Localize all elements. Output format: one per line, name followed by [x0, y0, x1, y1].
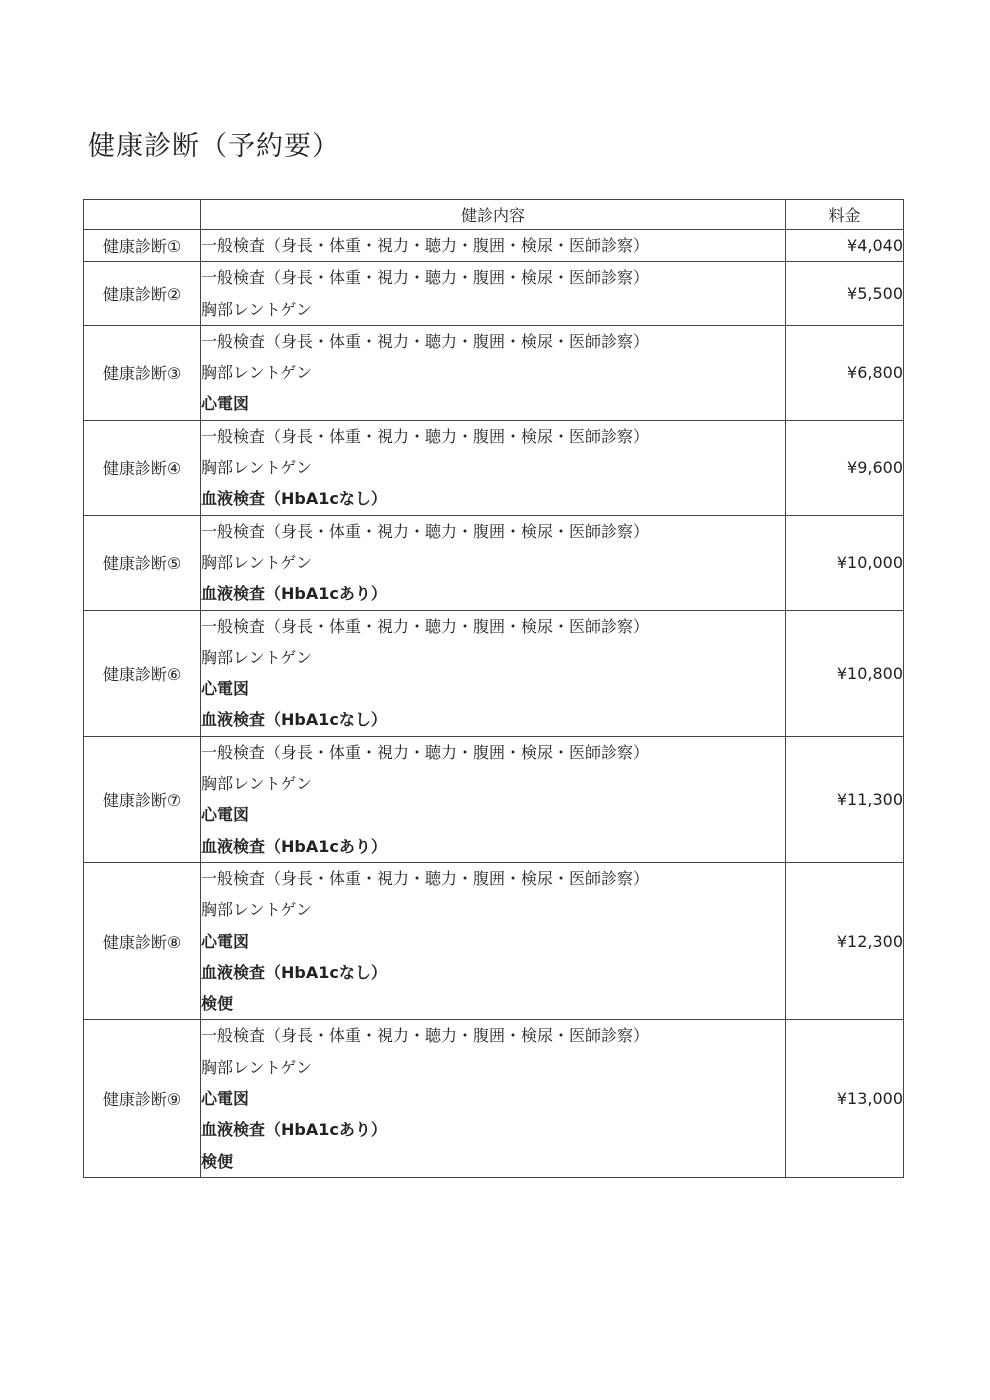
exam-item: 心電図 [201, 679, 250, 699]
course-fee-cell: ¥4,040 [786, 230, 904, 262]
course-content-cell [201, 736, 786, 862]
course-fee-cell: ¥12,300 [786, 862, 904, 1019]
exam-item: 心電図 [201, 394, 250, 414]
exam-item: 一般検査（身長・体重・視力・聴力・腹囲・検尿・医師診察） [201, 868, 650, 888]
exam-item: 胸部レントゲン [201, 458, 312, 478]
table-row [84, 325, 904, 420]
course-fee-cell: ¥10,000 [786, 515, 904, 610]
course-name-cell: 健康診断⑤ [84, 515, 201, 610]
course-content-cell [201, 262, 786, 326]
header-row [84, 200, 904, 230]
exam-item: 検便 [201, 1151, 234, 1171]
course-content-cell [201, 862, 786, 1019]
course-content-cell [201, 515, 786, 610]
table-row [84, 420, 904, 515]
course-fee-cell: ¥11,300 [786, 736, 904, 862]
course-name-cell: 健康診断⑥ [84, 610, 201, 736]
table-row [84, 1020, 904, 1177]
exam-item: 一般検査（身長・体重・視力・聴力・腹囲・検尿・医師診察） [201, 1026, 650, 1046]
table-body [84, 230, 904, 1178]
table-row [84, 610, 904, 736]
course-content-cell [201, 420, 786, 515]
exam-item: 一般検査（身長・体重・視力・聴力・腹囲・検尿・医師診察） [201, 742, 650, 762]
exam-item: 一般検査（身長・体重・視力・聴力・腹囲・検尿・医師診察） [201, 521, 650, 541]
course-fee-cell: ¥9,600 [786, 420, 904, 515]
exam-item: 心電図 [201, 1089, 250, 1109]
exam-item: 一般検査（身長・体重・視力・聴力・腹囲・検尿・医師診察） [201, 426, 650, 446]
header-name-cell [84, 200, 201, 230]
course-name-cell: 健康診断① [84, 230, 201, 262]
course-fee-cell: ¥5,500 [786, 262, 904, 326]
table-row [84, 736, 904, 862]
exam-item: 一般検査（身長・体重・視力・聴力・腹囲・検尿・医師診察） [201, 331, 650, 351]
course-name-cell: 健康診断⑨ [84, 1020, 201, 1177]
exam-item: 胸部レントゲン [201, 299, 312, 319]
exam-item: 一般検査（身長・体重・視力・聴力・腹囲・検尿・医師診察） [201, 268, 650, 288]
exam-item: 胸部レントゲン [201, 363, 312, 383]
exam-item: 血液検査（HbA1cなし） [201, 489, 387, 509]
table-row [84, 230, 904, 262]
course-content-cell [201, 230, 786, 262]
table-row [84, 262, 904, 326]
course-name-cell: 健康診断③ [84, 325, 201, 420]
exam-item: 血液検査（HbA1cあり） [201, 1120, 387, 1140]
exam-item: 胸部レントゲン [201, 647, 312, 667]
course-content-cell [201, 610, 786, 736]
table-header [84, 200, 904, 230]
header-fee-cell: 料金 [786, 200, 904, 230]
page-title: 健康診断（予約要） [88, 131, 340, 162]
exam-item: 心電図 [201, 805, 250, 825]
exam-item: 心電図 [201, 931, 250, 951]
exam-item: 一般検査（身長・体重・視力・聴力・腹囲・検尿・医師診察） [201, 236, 650, 255]
course-content-cell [201, 325, 786, 420]
course-content-cell [201, 1020, 786, 1177]
exam-item: 胸部レントゲン [201, 1057, 312, 1077]
table-row [84, 862, 904, 1019]
course-name-cell: 健康診断② [84, 262, 201, 326]
course-fee-cell: ¥13,000 [786, 1020, 904, 1177]
exam-item: 一般検査（身長・体重・視力・聴力・腹囲・検尿・医師診察） [201, 616, 650, 636]
course-fee-cell: ¥10,800 [786, 610, 904, 736]
course-name-cell: 健康診断⑦ [84, 736, 201, 862]
table-row [84, 515, 904, 610]
exam-item: 血液検査（HbA1cあり） [201, 836, 387, 856]
course-fee-cell: ¥6,800 [786, 325, 904, 420]
exam-item: 血液検査（HbA1cあり） [201, 584, 387, 604]
exam-item: 検便 [201, 994, 234, 1014]
exam-item: 胸部レントゲン [201, 774, 312, 794]
exam-item: 血液検査（HbA1cなし） [201, 962, 387, 982]
health-checkup-price-table [83, 199, 904, 1178]
exam-item: 胸部レントゲン [201, 552, 312, 572]
course-name-cell: 健康診断④ [84, 420, 201, 515]
course-name-cell: 健康診断⑧ [84, 862, 201, 1019]
header-content-cell: 健診内容 [201, 200, 786, 230]
exam-item: 胸部レントゲン [201, 900, 312, 920]
exam-item: 血液検査（HbA1cなし） [201, 710, 387, 730]
